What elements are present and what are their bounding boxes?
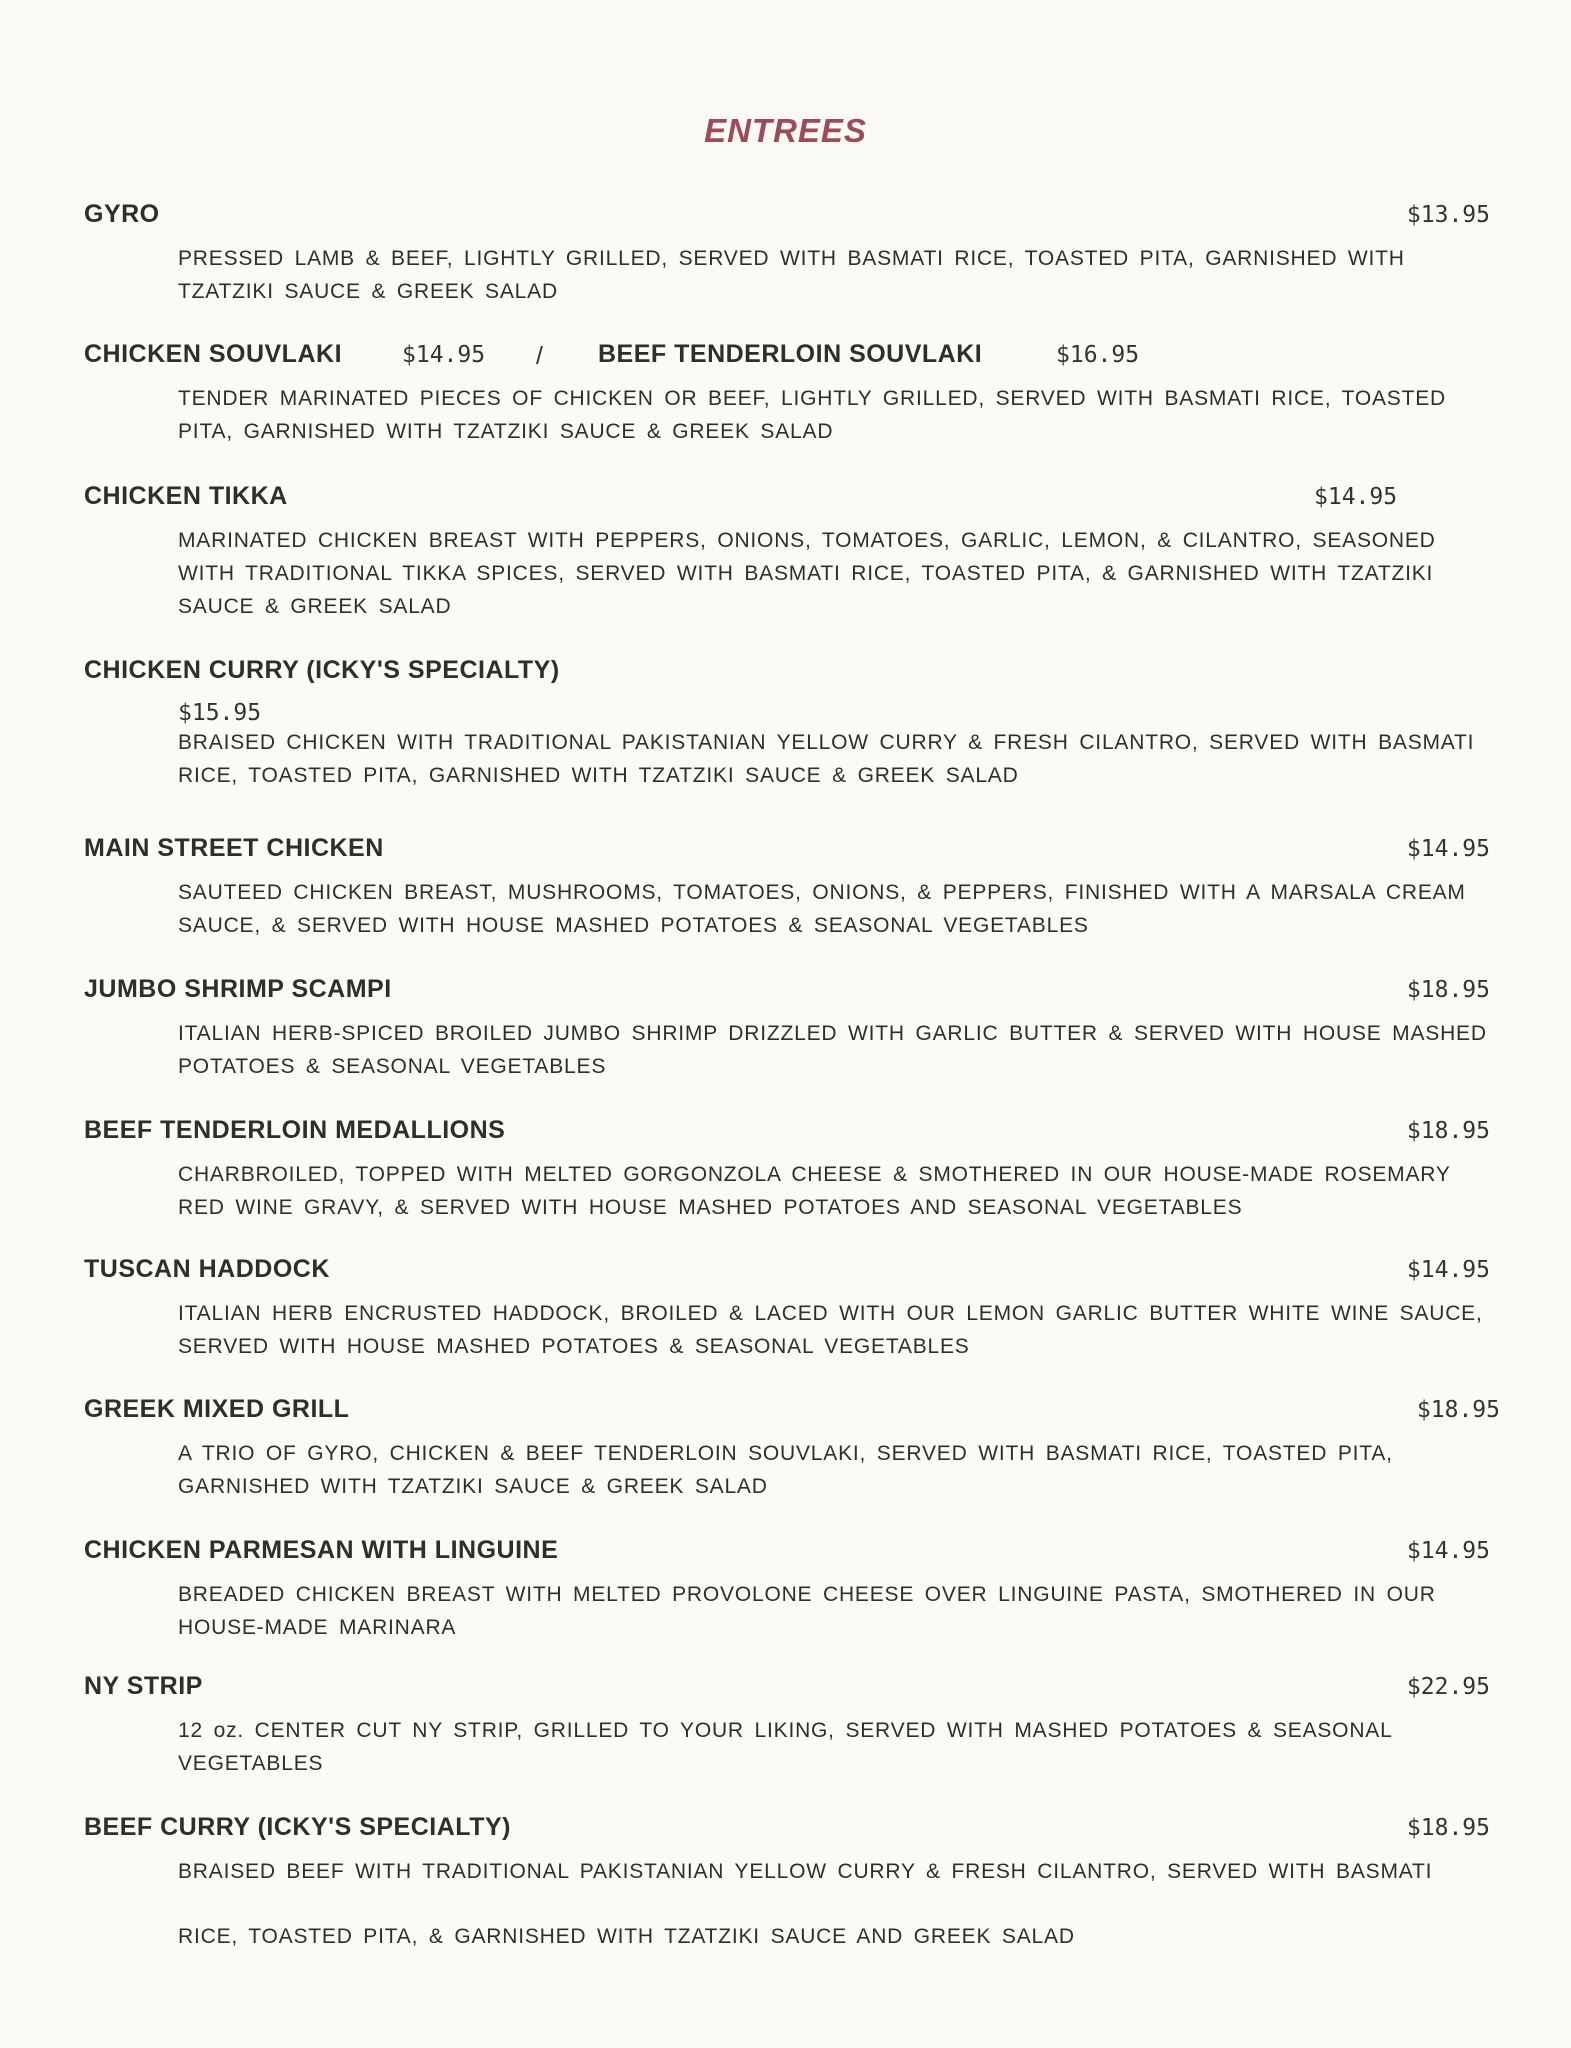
menu-item-gyro (84, 200, 1490, 308)
item-name: TUSCAN HADDOCK (84, 1255, 330, 1283)
item-name: MAIN STREET CHICKEN (84, 834, 384, 862)
item-price: $18.95 (1406, 977, 1490, 1003)
item-name: CHICKEN CURRY (ICKY'S SPECIALTY) (84, 656, 560, 684)
item-description: BREADED CHICKEN BREAST WITH MELTED PROVOLONE CHEESE OVER LINGUINE PASTA, SMOTHERED IN OUR HOUSE-MADE MARINARA (178, 1583, 1436, 1639)
item-description: PRESSED LAMB & BEEF, LIGHTLY GRILLED, SERVED WITH BASMATI RICE, TOASTED PITA, GARNISHED WITH TZATZIKI SAUCE & GREEK SALAD (178, 247, 1405, 303)
item-price: $14.95 (1406, 1257, 1490, 1283)
item-name: BEEF TENDERLOIN MEDALLIONS (84, 1116, 506, 1144)
item-price: $14.95 (1314, 484, 1398, 510)
menu-item-chicken-tikka (84, 482, 1490, 623)
menu-item-main-street-chicken (84, 834, 1490, 942)
item-price: $13.95 (1406, 202, 1490, 228)
menu-item-chicken-curry (84, 656, 1490, 792)
menu-item-beef-curry (84, 1813, 1490, 1953)
item-separator: / (536, 342, 543, 370)
item-description: TENDER MARINATED PIECES OF CHICKEN OR BEEF, LIGHTLY GRILLED, SERVED WITH BASMATI RICE, TOASTED PITA, GARNISHED WITH TZATZIKI SAUCE & GREEK SALAD (178, 387, 1447, 443)
item-description: MARINATED CHICKEN BREAST WITH PEPPERS, ONIONS, TOMATOES, GARLIC, LEMON, & CILANTRO, SEASONED WITH TRADITIONAL TIKKA SPICES, SERVED WITH BASMATI RICE, TOASTED PITA, & GARNISHED WITH TZATZIKI SAUCE & GREEK SALAD (178, 529, 1436, 618)
item-description: A TRIO OF GYRO, CHICKEN & BEEF TENDERLOIN SOUVLAKI, SERVED WITH BASMATI RICE, TOASTED PITA, GARNISHED WITH TZATZIKI SAUCE & GREEK SALAD (178, 1442, 1393, 1498)
item-name: CHICKEN PARMESAN WITH LINGUINE (84, 1536, 559, 1564)
item-price: $14.95 (402, 342, 486, 368)
item-price: $18.95 (1406, 1815, 1490, 1841)
item-name: JUMBO SHRIMP SCAMPI (84, 975, 392, 1003)
item-name: GREEK MIXED GRILL (84, 1395, 350, 1423)
item-description: ITALIAN HERB ENCRUSTED HADDOCK, BROILED & LACED WITH OUR LEMON GARLIC BUTTER WHITE WINE SAUCE, SERVED WITH HOUSE MASHED POTATOES & SEASONAL VEGETABLES (178, 1302, 1483, 1358)
menu-item-chicken-parmesan (84, 1536, 1490, 1644)
menu-item-shrimp-scampi (84, 975, 1490, 1083)
item-description: ITALIAN HERB-SPICED BROILED JUMBO SHRIMP DRIZZLED WITH GARLIC BUTTER & SERVED WITH HOUSE MASHED POTATOES & SEASONAL VEGETABLES (178, 1022, 1487, 1078)
item-name: CHICKEN TIKKA (84, 482, 288, 510)
menu-item-beef-medallions (84, 1116, 1490, 1224)
item-name: BEEF CURRY (ICKY'S SPECIALTY) (84, 1813, 511, 1841)
item-price: $14.95 (1406, 1538, 1490, 1564)
menu-item-greek-mixed-grill (84, 1395, 1500, 1503)
item-price: $18.95 (1416, 1397, 1500, 1423)
item-price: $15.95 (178, 700, 262, 726)
item-description-continued: RICE, TOASTED PITA, & GARNISHED WITH TZATZIKI SAUCE AND GREEK SALAD (178, 1925, 1075, 1948)
item-price: $14.95 (1406, 836, 1490, 862)
item-description: 12 oz. CENTER CUT NY STRIP, GRILLED TO YOUR LIKING, SERVED WITH MASHED POTATOES & SEASONAL VEGETABLES (178, 1719, 1392, 1775)
menu-item-ny-strip (84, 1672, 1490, 1780)
item-description: SAUTEED CHICKEN BREAST, MUSHROOMS, TOMATOES, ONIONS, & PEPPERS, FINISHED WITH A MARSALA CREAM SAUCE, & SERVED WITH HOUSE MASHED POTATOES & SEASONAL VEGETABLES (178, 881, 1466, 937)
menu-item-tuscan-haddock (84, 1255, 1490, 1363)
item-name-secondary: BEEF TENDERLOIN SOUVLAKI (598, 340, 983, 368)
item-name: NY STRIP (84, 1672, 203, 1700)
item-name: CHICKEN SOUVLAKI (84, 340, 343, 368)
item-description: BRAISED BEEF WITH TRADITIONAL PAKISTANIAN YELLOW CURRY & FRESH CILANTRO, SERVED WITH BASMATI (178, 1860, 1433, 1883)
menu-item-souvlaki (84, 340, 1490, 448)
item-price-secondary: $16.95 (1056, 342, 1140, 368)
page-title: ENTREES (704, 112, 867, 149)
item-name: GYRO (84, 200, 160, 228)
item-price: $18.95 (1406, 1118, 1490, 1144)
item-description: CHARBROILED, TOPPED WITH MELTED GORGONZOLA CHEESE & SMOTHERED IN OUR HOUSE-MADE ROSEMARY RED WINE GRAVY, & SERVED WITH HOUSE MASHED POTATOES AND SEASONAL VEGETABLES (178, 1163, 1451, 1219)
item-description: BRAISED CHICKEN WITH TRADITIONAL PAKISTANIAN YELLOW CURRY & FRESH CILANTRO, SERVED WITH BASMATI RICE, TOASTED PITA, GARNISHED WITH TZATZIKI SAUCE & GREEK SALAD (178, 731, 1475, 787)
item-price: $22.95 (1406, 1674, 1490, 1700)
